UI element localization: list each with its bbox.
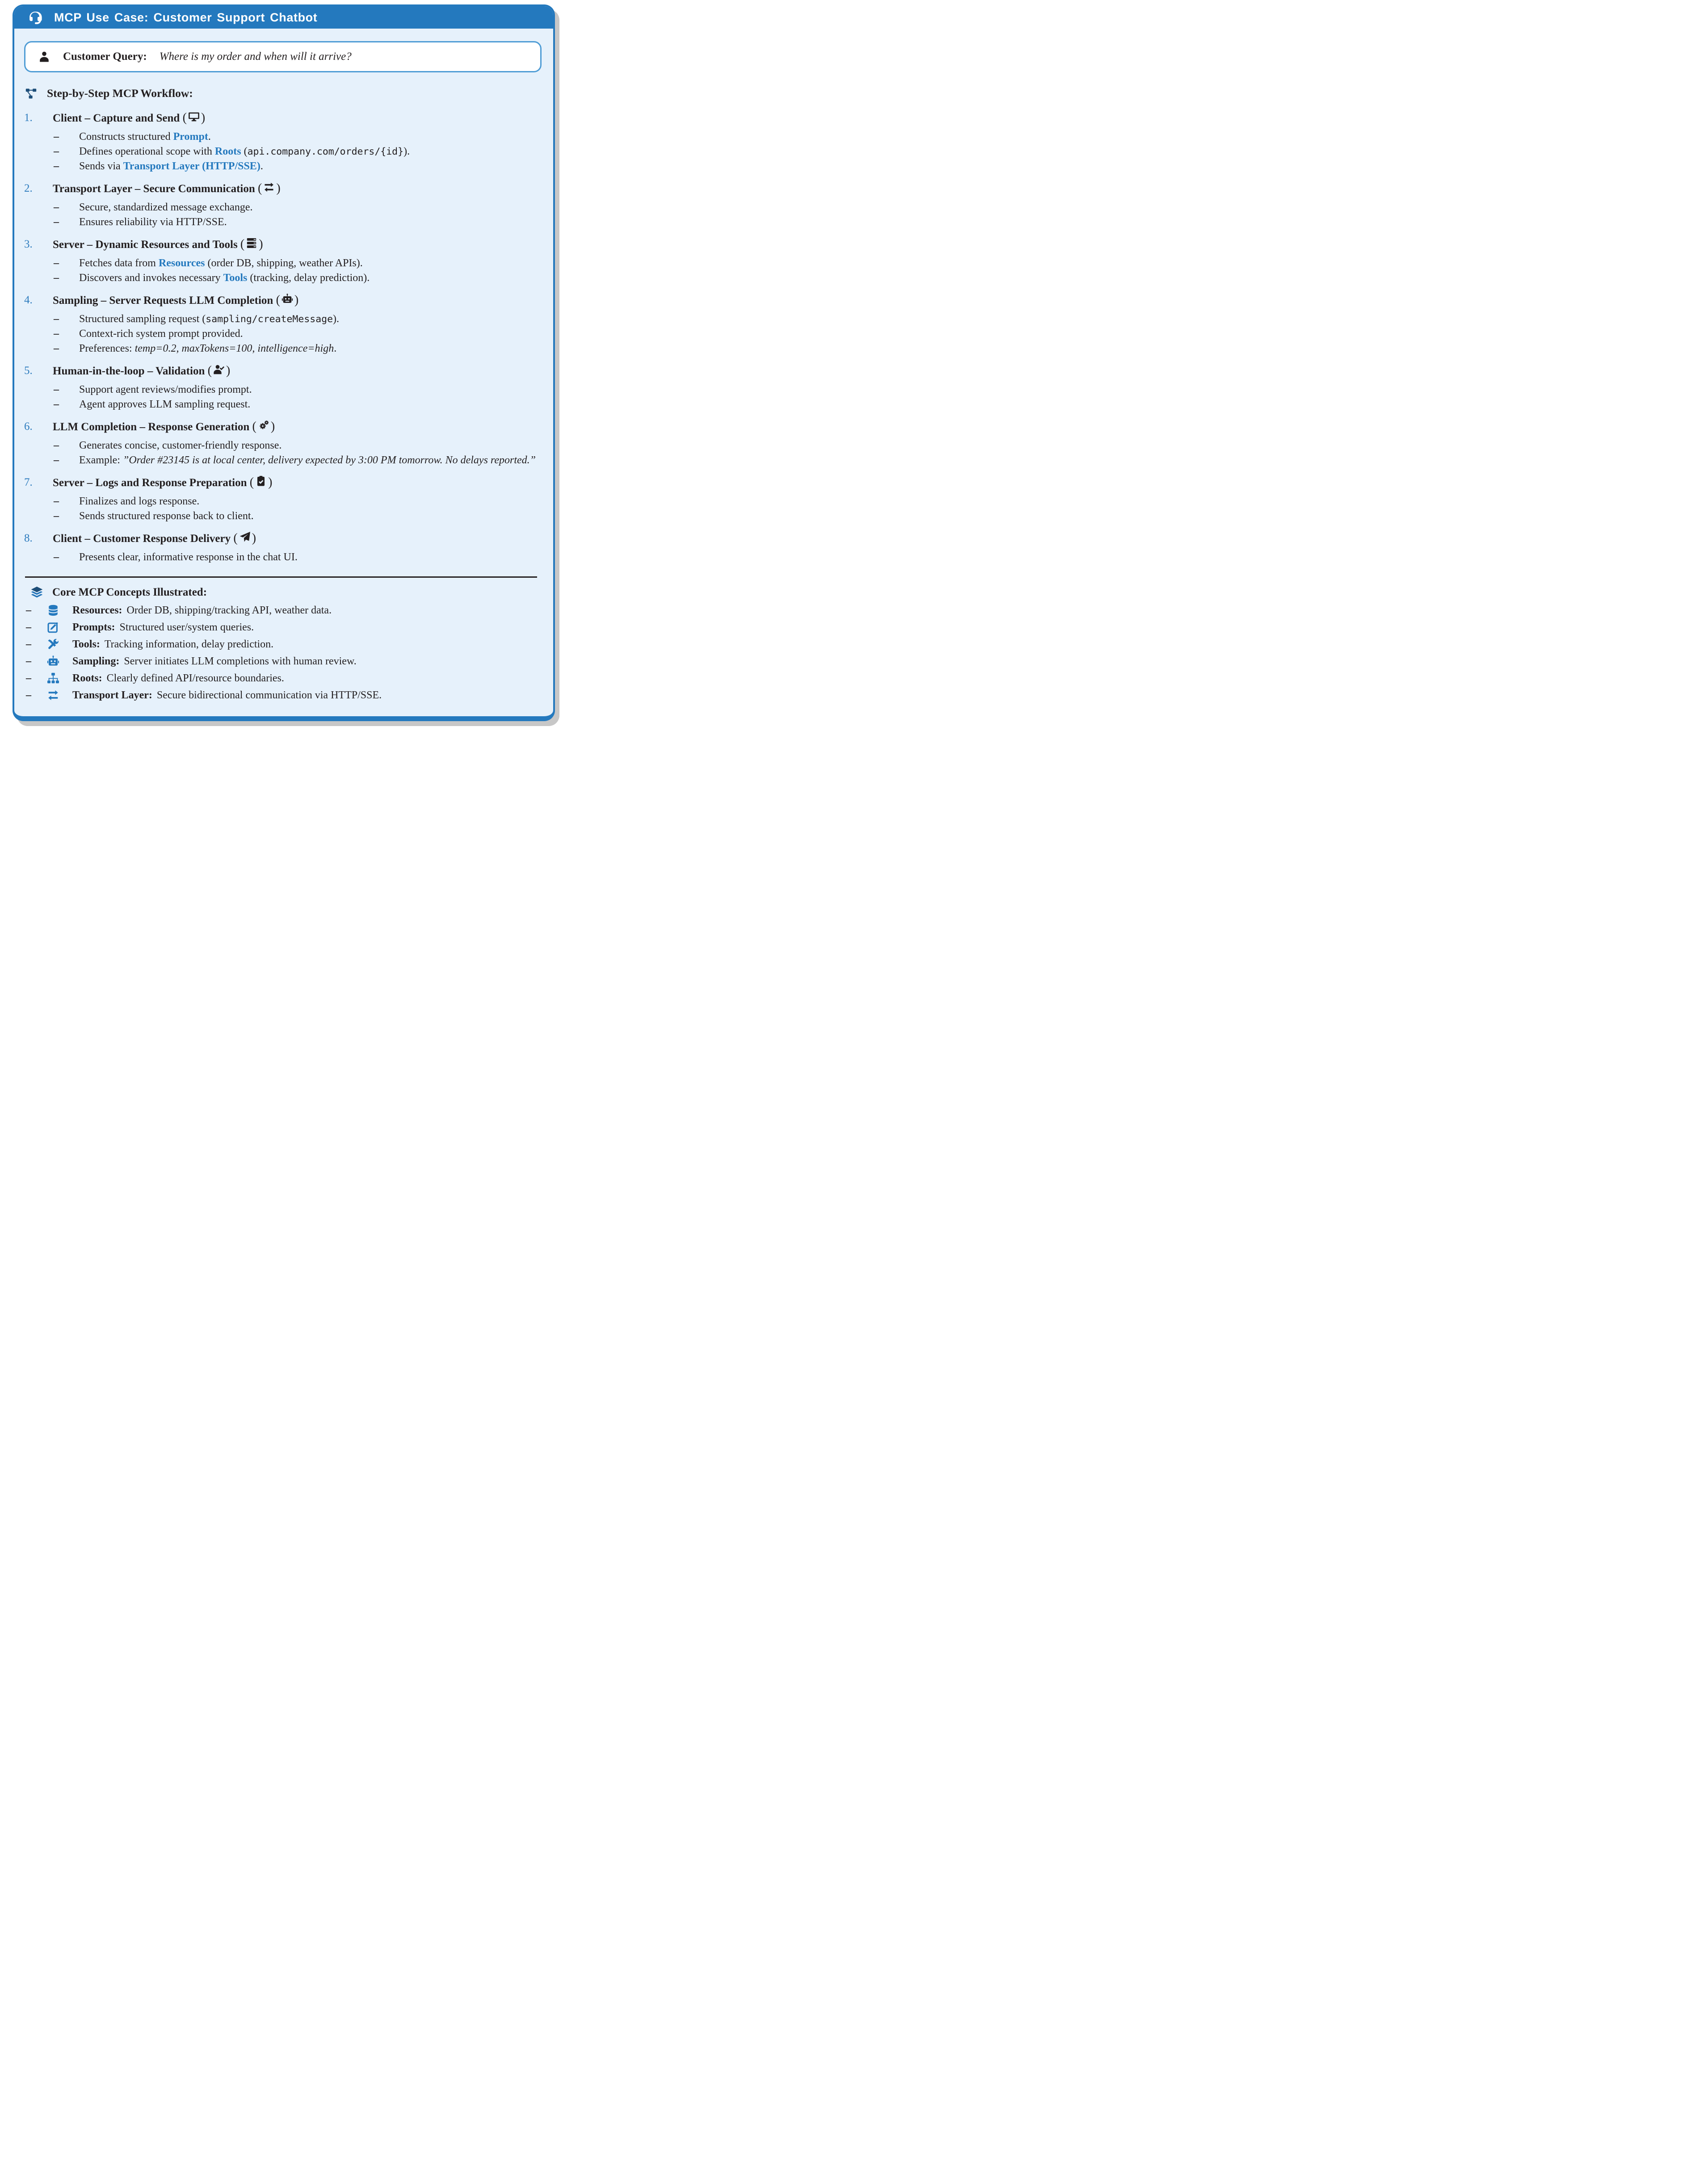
bullet-item: – Preferences: temp=0.2, maxTokens=100, intelligence=high. bbox=[54, 343, 337, 354]
step-title-text: Server – Logs and Response Preparation bbox=[53, 477, 247, 489]
step-title-text: Client – Customer Response Delivery bbox=[53, 533, 231, 545]
concept-text: Order DB, shipping/tracking API, weather data. bbox=[126, 605, 332, 616]
document-body bbox=[14, 41, 553, 702]
server-icon bbox=[246, 237, 257, 249]
document-card bbox=[13, 4, 555, 721]
step-title: 1. Client – Capture and Send ( ) bbox=[24, 111, 206, 125]
concept-item: – Roots: Clearly defined API/resource boundaries. bbox=[24, 671, 542, 685]
workflow-steps bbox=[24, 110, 542, 565]
bullet-item: – Sends structured response back to client. bbox=[54, 510, 254, 522]
workflow-heading bbox=[24, 87, 542, 100]
step-title: 2. Transport Layer – Secure Communication ( ) bbox=[24, 181, 281, 195]
step-3 bbox=[24, 236, 542, 286]
step-2 bbox=[24, 181, 542, 230]
step-title-text: Human-in-the-loop – Validation bbox=[53, 365, 205, 377]
bullet-item: – Structured sampling request (sampling/createMessage). bbox=[54, 313, 340, 325]
concept-text: Tracking information, delay prediction. bbox=[104, 638, 274, 650]
concept-item: – Resources: Order DB, shipping/tracking API, weather data. bbox=[24, 603, 542, 617]
customer-query-box bbox=[24, 41, 542, 72]
clipboard-check-icon bbox=[255, 475, 267, 487]
desktop-icon bbox=[188, 111, 200, 122]
layer-group-icon bbox=[30, 586, 43, 599]
step-number: 1. bbox=[24, 112, 33, 124]
robot-icon bbox=[282, 293, 293, 305]
step-title-text: Client – Capture and Send bbox=[53, 112, 180, 124]
gears-icon bbox=[258, 420, 269, 431]
section-divider bbox=[25, 576, 537, 578]
concepts-heading-text: Core MCP Concepts Illustrated: bbox=[52, 586, 207, 598]
step-title: 6. LLM Completion – Response Generation ( ) bbox=[24, 420, 275, 433]
step-8 bbox=[24, 530, 542, 565]
concept-label: Sampling: bbox=[72, 655, 120, 667]
concept-text: Server initiates LLM completions with human review. bbox=[124, 655, 357, 667]
step-1 bbox=[24, 110, 542, 174]
concept-label: Transport Layer: bbox=[72, 689, 152, 701]
step-number: 8. bbox=[24, 532, 33, 544]
bullet-item: – Discovers and invokes necessary Tools (tracking, delay prediction). bbox=[54, 272, 370, 284]
step-title: 8. Client – Customer Response Delivery ( ) bbox=[24, 531, 256, 545]
bullet-item: – Support agent reviews/modifies prompt. bbox=[54, 384, 252, 395]
step-7 bbox=[24, 475, 542, 524]
bullet-item: – Presents clear, informative response in the chat UI. bbox=[54, 551, 298, 563]
concept-label: Tools: bbox=[72, 638, 100, 650]
exchange-icon bbox=[46, 689, 60, 701]
bullet-item: – Fetches data from Resources (order DB, shipping, weather APIs). bbox=[54, 257, 363, 269]
step-number: 5. bbox=[24, 365, 33, 377]
concepts-heading bbox=[24, 586, 542, 599]
step-title: 3. Server – Dynamic Resources and Tools ( ) bbox=[24, 237, 263, 251]
user-icon bbox=[38, 50, 50, 63]
page-title: MCP Use Case: Customer Support Chatbot bbox=[54, 10, 318, 24]
bullet-item: – Secure, standardized message exchange. bbox=[54, 202, 253, 213]
step-title-text: Transport Layer – Secure Communication bbox=[53, 183, 255, 195]
step-number: 4. bbox=[24, 294, 33, 306]
step-5 bbox=[24, 363, 542, 412]
bullet-item: – Constructs structured Prompt. bbox=[54, 131, 211, 143]
tools-icon bbox=[46, 638, 60, 651]
bullet-item: – Finalizes and logs response. bbox=[54, 496, 200, 507]
bullet-item: – Sends via Transport Layer (HTTP/SSE). bbox=[54, 160, 263, 172]
concepts-list bbox=[24, 603, 542, 702]
robot-icon bbox=[46, 655, 60, 668]
concept-text: Secure bidirectional communication via HTTP/SSE. bbox=[156, 689, 382, 701]
concept-text: Structured user/system queries. bbox=[119, 622, 254, 633]
step-title: 7. Server – Logs and Response Preparation ( ) bbox=[24, 475, 273, 489]
step-4 bbox=[24, 292, 542, 356]
step-title: 4. Sampling – Server Requests LLM Completion ( ) bbox=[24, 293, 299, 307]
page bbox=[0, 0, 563, 728]
bullet-item: – Generates concise, customer-friendly response. bbox=[54, 440, 282, 451]
step-title-text: Server – Dynamic Resources and Tools bbox=[53, 239, 238, 251]
step-number: 2. bbox=[24, 182, 33, 194]
step-number: 6. bbox=[24, 420, 33, 433]
query-text: Where is my order and when will it arrive? bbox=[159, 50, 352, 63]
step-title-text: LLM Completion – Response Generation bbox=[53, 421, 250, 433]
paper-plane-icon bbox=[239, 531, 251, 543]
bullet-item: – Example: ”Order #23145 is at local center, delivery expected by 3:00 PM tomorrow. No delays reported.” bbox=[54, 454, 536, 466]
bullet-item: – Context-rich system prompt provided. bbox=[54, 328, 243, 340]
exchange-icon bbox=[263, 181, 275, 193]
step-title: 5. Human-in-the-loop – Validation ( ) bbox=[24, 364, 231, 378]
step-title-text: Sampling – Server Requests LLM Completion bbox=[53, 294, 273, 307]
step-6 bbox=[24, 419, 542, 468]
concept-label: Prompts: bbox=[72, 622, 115, 633]
concept-item: – Sampling: Server initiates LLM completions with human review. bbox=[24, 654, 542, 668]
project-diagram-icon bbox=[25, 88, 37, 100]
sitemap-icon bbox=[46, 672, 60, 685]
query-label: Customer Query: bbox=[63, 50, 147, 63]
concept-label: Roots: bbox=[72, 672, 102, 684]
concept-item: – Prompts: Structured user/system queries. bbox=[24, 620, 542, 634]
concept-item: – Tools: Tracking information, delay prediction. bbox=[24, 637, 542, 651]
bullet-item: – Ensures reliability via HTTP/SSE. bbox=[54, 216, 227, 228]
workflow-heading-text: Step-by-Step MCP Workflow: bbox=[47, 87, 193, 100]
concept-item: – Transport Layer: Secure bidirectional communication via HTTP/SSE. bbox=[24, 688, 542, 702]
bullet-item: – Agent approves LLM sampling request. bbox=[54, 399, 251, 410]
user-check-icon bbox=[213, 364, 225, 375]
concept-text: Clearly defined API/resource boundaries. bbox=[106, 672, 284, 684]
concept-label: Resources: bbox=[72, 605, 122, 616]
pen-square-icon bbox=[46, 621, 60, 634]
header-bar bbox=[14, 6, 553, 29]
step-number: 7. bbox=[24, 476, 33, 488]
bullet-item: – Defines operational scope with Roots (api.company.com/orders/{id}). bbox=[54, 146, 410, 157]
headset-icon bbox=[28, 10, 42, 25]
database-icon bbox=[46, 604, 60, 617]
step-number: 3. bbox=[24, 238, 33, 250]
